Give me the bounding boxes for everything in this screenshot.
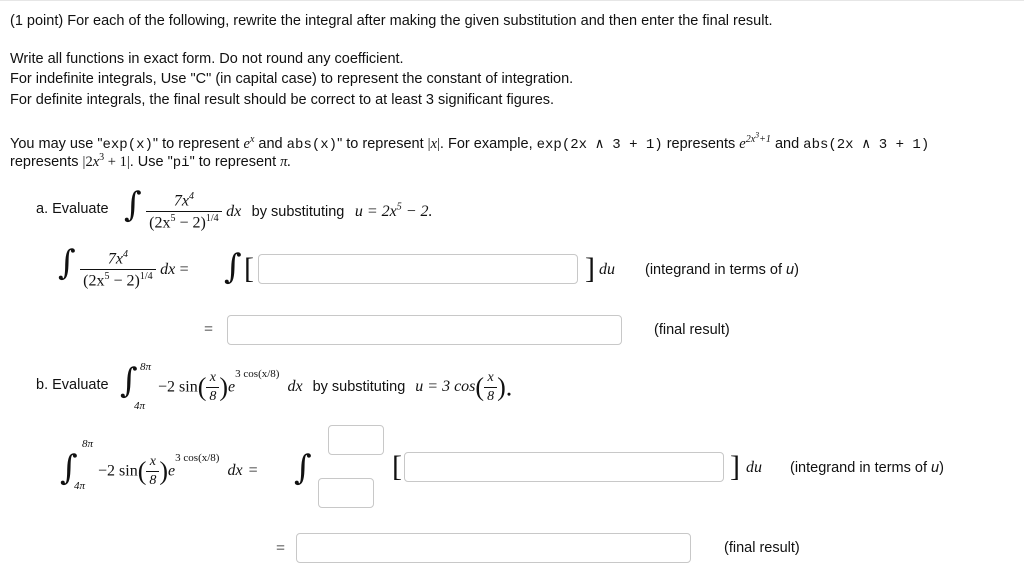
upper-limit: 8π <box>140 361 152 373</box>
exponent: 5 <box>396 202 402 214</box>
integral-sign: ∫ <box>294 448 312 488</box>
integral-sign: ∫ <box>58 243 76 283</box>
frac-num: x <box>487 369 494 385</box>
exponent: 1/4 <box>205 213 219 225</box>
usage-text: You may use " <box>10 136 103 153</box>
by-substituting-label: by substituting <box>251 203 345 220</box>
part-a-integral <box>124 185 433 233</box>
e: e <box>168 462 176 480</box>
instruction-text: For each of the following, rewrite the integral after making the given substitution and then enter the final result. <box>67 13 773 29</box>
left-bracket: [ <box>244 252 254 285</box>
substitution-expr: u = 3 cos <box>415 378 476 396</box>
pi-code: pi <box>172 154 190 171</box>
exponent: 5 <box>104 271 110 283</box>
dx: dx <box>287 378 303 396</box>
frac-den: 8 <box>206 387 219 405</box>
x-over-8 <box>206 370 219 405</box>
denominator: (2x <box>83 272 105 290</box>
denominator-tail: − 2) <box>175 214 206 232</box>
usage-text: represents <box>666 136 736 153</box>
points-label: (1 point) <box>10 13 64 29</box>
upper-limit: 8π <box>82 438 94 450</box>
part-b-lower-limit-input[interactable] <box>318 478 374 508</box>
usage-text: . For example, <box>439 136 533 153</box>
frac-num: x <box>149 453 156 469</box>
exponent: 1/4 <box>139 271 153 283</box>
math-e-x: $e^x$ <box>243 134 255 153</box>
usage-line-1 <box>10 131 929 153</box>
exponent: 4 <box>188 190 194 202</box>
equals-sign: = <box>276 540 286 557</box>
frac-num: x <box>209 369 216 385</box>
denominator: (2x <box>149 214 171 232</box>
frac-den: 8 <box>146 471 159 489</box>
part-a-rewrite-lhs <box>58 243 189 291</box>
left-bracket: [ <box>392 450 402 483</box>
sub-expr-tail: − 2. <box>401 203 433 221</box>
integral-sign: ∫ <box>60 448 78 488</box>
part-a-integrand-input[interactable] <box>258 254 578 284</box>
usage-text: " to represent <box>152 136 240 153</box>
usage-text: " to represent <box>189 153 277 170</box>
usage-text: represents <box>10 153 79 170</box>
exponent: 4 <box>122 248 128 260</box>
part-a-fraction <box>146 191 221 233</box>
dx: dx <box>160 260 176 278</box>
x-over-8 <box>146 454 159 489</box>
usage-text: . Use " <box>129 153 173 170</box>
part-a-fraction-copy <box>80 249 155 291</box>
example-abs-code: abs(2x ∧ 3 + 1) <box>803 137 930 154</box>
math-abs-x: |x| <box>427 136 440 153</box>
usage-text: and <box>774 136 800 153</box>
part-b-upper-limit-input[interactable] <box>328 425 384 455</box>
top-divider <box>0 0 1024 1</box>
equals-sign: = <box>204 321 214 338</box>
integral-sign: ∫ <box>120 361 138 401</box>
dx: dx <box>226 202 242 220</box>
right-bracket: ] <box>730 450 740 483</box>
part-b-final-input[interactable] <box>296 533 691 563</box>
abs-code: abs(x) <box>286 137 338 154</box>
note-line-3: For definite integrals, the final result should be correct to at least 3 significant figures. <box>10 92 555 108</box>
problem-header <box>10 13 773 29</box>
neg-two-sin: −2 sin <box>98 462 138 480</box>
exponent: 5 <box>170 213 176 225</box>
exp-code: exp(x) <box>102 137 153 154</box>
part-b-integrand: −2 sin( $\frac{x}{8}$ )$e^{3 cos(x/8)}$ dx by substituting u = 3 cos( $\frac{x}{8}$ ). <box>158 368 513 404</box>
numerator: 7x <box>107 250 123 268</box>
integral-sign: ∫ <box>224 247 242 287</box>
final-hint: (final result) <box>654 322 730 338</box>
math-e-example: $e^{2x^3+1}$ <box>739 131 771 153</box>
note-line-1: Write all functions in exact form. Do not round any coefficient. <box>10 51 404 67</box>
math-abs-example: $|2x^3 + 1|$ <box>82 152 130 170</box>
sub-expr-text: u = 2x <box>354 203 397 221</box>
part-b-label: b. Evaluate <box>36 377 109 393</box>
final-hint: (final result) <box>724 540 800 556</box>
usage-text: " to represent <box>337 136 424 153</box>
part-a-label: a. Evaluate <box>36 201 109 217</box>
note-line-2: For indefinite integrals, Use "C" (in capital case) to represent the constant of integration. <box>10 71 574 87</box>
part-b-rewrite-lhs: −2 sin( $\frac{x}{8}$ )$e^{3 cos(x/8)}$ dx = <box>98 452 258 488</box>
equals-sign: = <box>179 260 189 278</box>
example-exp-code: exp(2x ∧ 3 + 1) <box>536 137 663 154</box>
part-b-integrand-input[interactable] <box>404 452 724 482</box>
lower-limit: 4π <box>74 480 86 492</box>
numerator: 7x <box>173 192 189 210</box>
lower-limit: 4π <box>134 400 146 412</box>
dx: dx <box>227 462 243 480</box>
usage-line-2 <box>10 152 291 171</box>
frac-den: 8 <box>484 387 497 405</box>
integrand-hint: (integrand in terms of u) <box>645 262 799 278</box>
math-pi: π. <box>280 153 292 170</box>
part-a-final-input[interactable] <box>227 315 622 345</box>
integrand-hint: (integrand in terms of u) <box>790 460 944 476</box>
e-exponent: 3 cos(x/8) <box>235 368 280 380</box>
integral-sign: ∫ <box>124 185 142 225</box>
equals-sign: = <box>248 462 258 480</box>
x-over-8 <box>484 370 497 405</box>
e: e <box>228 378 236 396</box>
denominator-tail: − 2) <box>109 272 140 290</box>
by-substituting-label: by substituting <box>312 379 406 396</box>
right-bracket: ] <box>585 252 595 285</box>
e-exponent: 3 cos(x/8) <box>175 452 220 464</box>
du: du <box>746 459 762 476</box>
usage-text: and <box>258 136 283 153</box>
neg-two-sin: −2 sin <box>158 378 198 396</box>
du: du <box>599 261 615 278</box>
substitution-expr <box>355 203 433 220</box>
